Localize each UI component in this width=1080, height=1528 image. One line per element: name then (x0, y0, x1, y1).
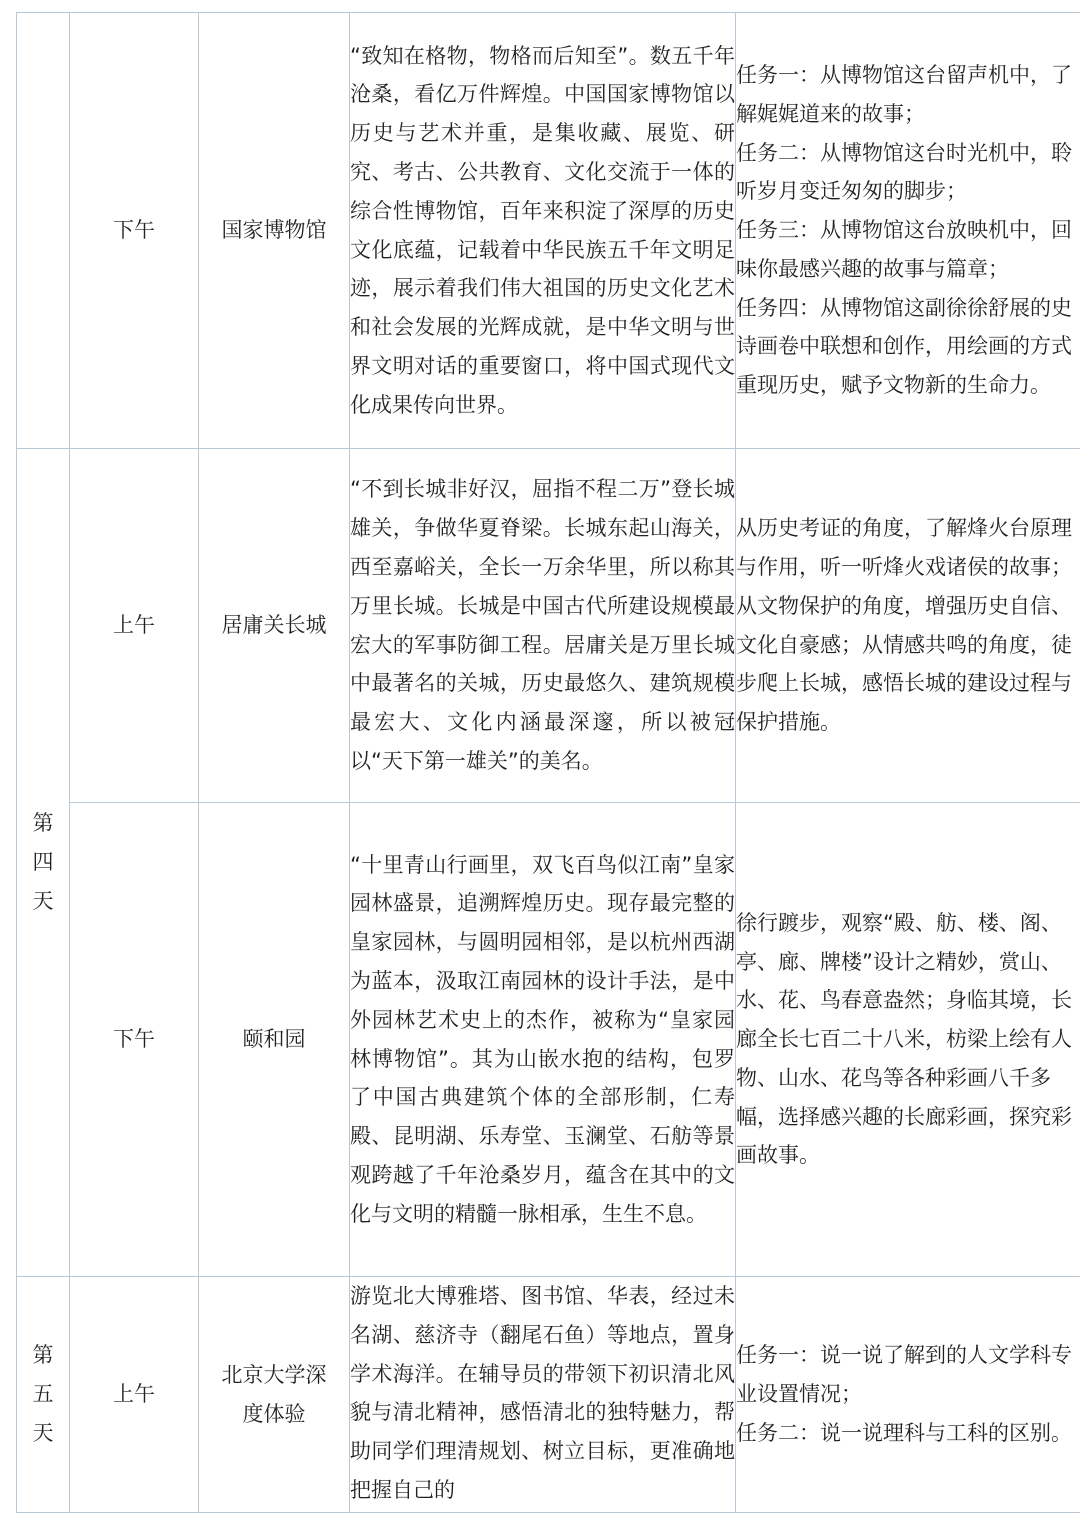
intro-cell: “致知在格物，物格而后知至”。数五千年沧桑，看亿万件辉煌。中国国家博物馆以历史与艺术并重，是集收藏、展览、研究、考古、公共教育、文化交流于一体的综合性博物馆，百年来积淀了深厚的历史文化底蕴，记载着中华民族五千年文明足迹，展示着我们伟大祖国的历史文化艺术和社会发展的光辉成就，是中华文明与世界文明对话的重要窗口，将中国式现代文化成果传向世界。 (350, 13, 736, 449)
task-item: 任务二：从博物馆这台时光机中，聆听岁月变迁匆匆的脚步； (736, 140, 1072, 204)
table-row (17, 1277, 1080, 1513)
table-row (17, 13, 1080, 449)
day-cell (17, 13, 70, 449)
table-row (17, 803, 1080, 1277)
day-cell (17, 449, 70, 1277)
period-cell: 下午 (70, 13, 199, 449)
task-item: 任务二：说一说理科与工科的区别。 (736, 1420, 1072, 1445)
task-item: 徐行踱步，观察“殿、舫、楼、阁、亭、廊、牌楼”设计之精妙，赏山、水、花、鸟春意盎然；身临其境，长廊全长七百二十八米，枋梁上绘有人物、山水、花鸟等各种彩画八千多幅，选择感兴趣的长廊彩画，探究彩画故事。 (736, 910, 1072, 1168)
intro-cell: “不到长城非好汉，屈指不程二万”登长城雄关，争做华夏脊梁。长城东起山海关，西至嘉峪关，全长一万余华里，所以称其万里长城。长城是中国古代所建设规模最宏大的军事防御工程。居庸关是万里长城中最著名的关城，历史最悠久、建筑规模最宏大、文化内涵最深邃，所以被冠以“天下第一雄关”的美名。 (350, 449, 736, 803)
task-cell (736, 1277, 1080, 1513)
intro-cell: “十里青山行画里，双飞百鸟似江南”皇家园林盛景，追溯辉煌历史。现存最完整的皇家园林，与圆明园相邻，是以杭州西湖为蓝本，汲取江南园林的设计手法，是中外园林艺术史上的杰作，被称为“皇家园林博物馆”。其为山嵌水抱的结构，包罗了中国古典建筑个体的全部形制，仁寿殿、昆明湖、乐寿堂、玉澜堂、石舫等景观跨越了千年沧桑岁月，蕴含在其中的文化与文明的精髓一脉相承，生生不息。 (350, 803, 736, 1277)
day-cell (17, 1277, 70, 1513)
place-cell: 颐和园 (199, 803, 350, 1277)
task-item: 任务一：说一说了解到的人文学科专业设置情况； (736, 1343, 1072, 1407)
place-cell (199, 1277, 350, 1513)
task-item: 从历史考证的角度，了解烽火台原理与作用，听一听烽火戏诸侯的故事；从文物保护的角度，增强历史自信、文化自豪感；从情感共鸣的角度，徒步爬上长城，感悟长城的建设过程与保护措施。 (736, 516, 1072, 735)
period-cell: 上午 (70, 1277, 199, 1513)
task-item: 任务一：从博物馆这台留声机中，了解娓娓道来的故事； (736, 62, 1072, 126)
day-label: 第五天 (32, 1343, 54, 1445)
table-row (17, 449, 1080, 803)
itinerary-table (16, 12, 1080, 1513)
intro-cell (350, 1277, 736, 1513)
task-cell (736, 13, 1080, 449)
day-label: 第四天 (32, 811, 54, 913)
task-item: 任务三：从博物馆这台放映机中，回味你最感兴趣的故事与篇章； (736, 218, 1072, 281)
task-cell (736, 803, 1080, 1277)
place-cell: 国家博物馆 (199, 13, 350, 449)
period-cell: 上午 (70, 449, 199, 803)
place-label: 北京大学深度体验 (221, 1362, 327, 1426)
task-item: 任务四：从博物馆这副徐徐舒展的史诗画卷中联想和创作，用绘画的方式重现历史，赋予文物新的生命力。 (736, 295, 1072, 398)
period-cell: 下午 (70, 803, 199, 1277)
task-cell (736, 449, 1080, 803)
intro-text: 游览北大博雅塔、图书馆、华表，经过未名湖、慈济寺（翻尾石鱼）等地点，置身学术海洋。在辅导员的带领下初识清北风貌与清北精神，感悟清北的独特魅力，帮助同学们理清规划、树立目标，更准确地把握自己的 (350, 1284, 735, 1502)
place-cell: 居庸关长城 (199, 449, 350, 803)
